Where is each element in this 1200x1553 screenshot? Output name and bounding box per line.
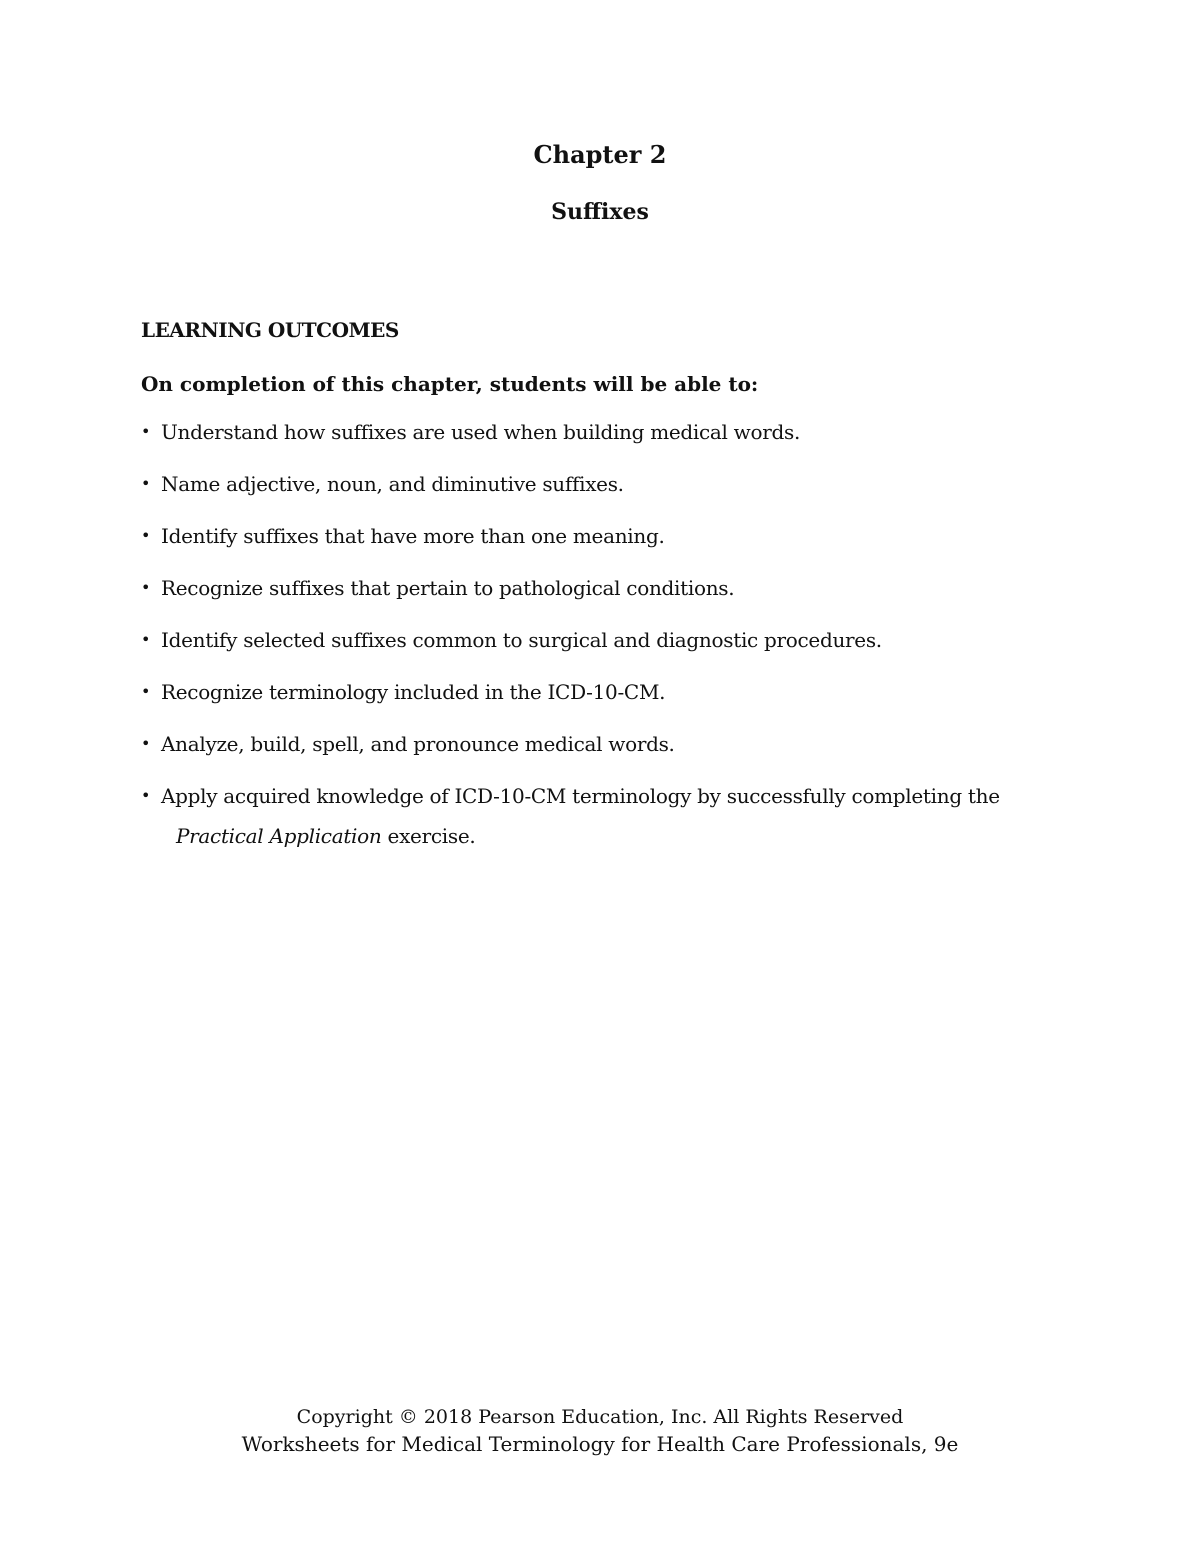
list-item [141, 628, 1101, 652]
list-item-text: Apply acquired knowledge of ICD-10-CM terminology by successfully completing the [161, 784, 1000, 808]
list-item-text: Identify suffixes that have more than one meaning. [161, 524, 665, 548]
list-item-continuation [161, 824, 1101, 848]
list-item [141, 420, 1101, 444]
list-item-tail: exercise. [381, 824, 476, 848]
chapter-subtitle: Suffixes [551, 199, 649, 225]
list-item-text: Recognize terminology included in the ICD-10-CM. [161, 680, 666, 704]
list-item-text: Identify selected suffixes common to surgical and diagnostic procedures. [161, 628, 882, 652]
copyright-line: Copyright © 2018 Pearson Education, Inc. All Rights Reserved [296, 1406, 904, 1428]
list-item [141, 472, 1101, 496]
list-item [141, 576, 1101, 600]
chapter-title: Chapter 2 [533, 140, 667, 169]
bullet-icon: • [141, 682, 151, 701]
bullet-icon: • [141, 474, 151, 493]
bullet-icon: • [141, 422, 151, 441]
bullet-icon: • [141, 578, 151, 597]
list-item-text: Name adjective, noun, and diminutive suffixes. [161, 472, 624, 496]
list-item-text: Understand how suffixes are used when building medical words. [161, 420, 801, 444]
list-item [141, 524, 1101, 548]
list-item-text: Recognize suffixes that pertain to pathological conditions. [161, 576, 735, 600]
book-title-line: Worksheets for Medical Terminology for Health Care Professionals, 9e [241, 1432, 959, 1456]
bullet-icon: • [141, 734, 151, 753]
italic-exercise-name: Practical Application [176, 824, 382, 848]
list-item-text: Analyze, build, spell, and pronounce medical words. [161, 732, 675, 756]
list-item [141, 680, 1101, 704]
bullet-icon: • [141, 786, 151, 805]
page-footer [0, 1404, 1200, 1458]
list-item [141, 784, 1101, 848]
list-item [141, 732, 1101, 756]
outcomes-intro: On completion of this chapter, students will be able to: [141, 372, 759, 396]
section-heading: LEARNING OUTCOMES [141, 318, 399, 342]
bullet-icon: • [141, 630, 151, 649]
bullet-icon: • [141, 526, 151, 545]
outcomes-list [141, 420, 1101, 876]
